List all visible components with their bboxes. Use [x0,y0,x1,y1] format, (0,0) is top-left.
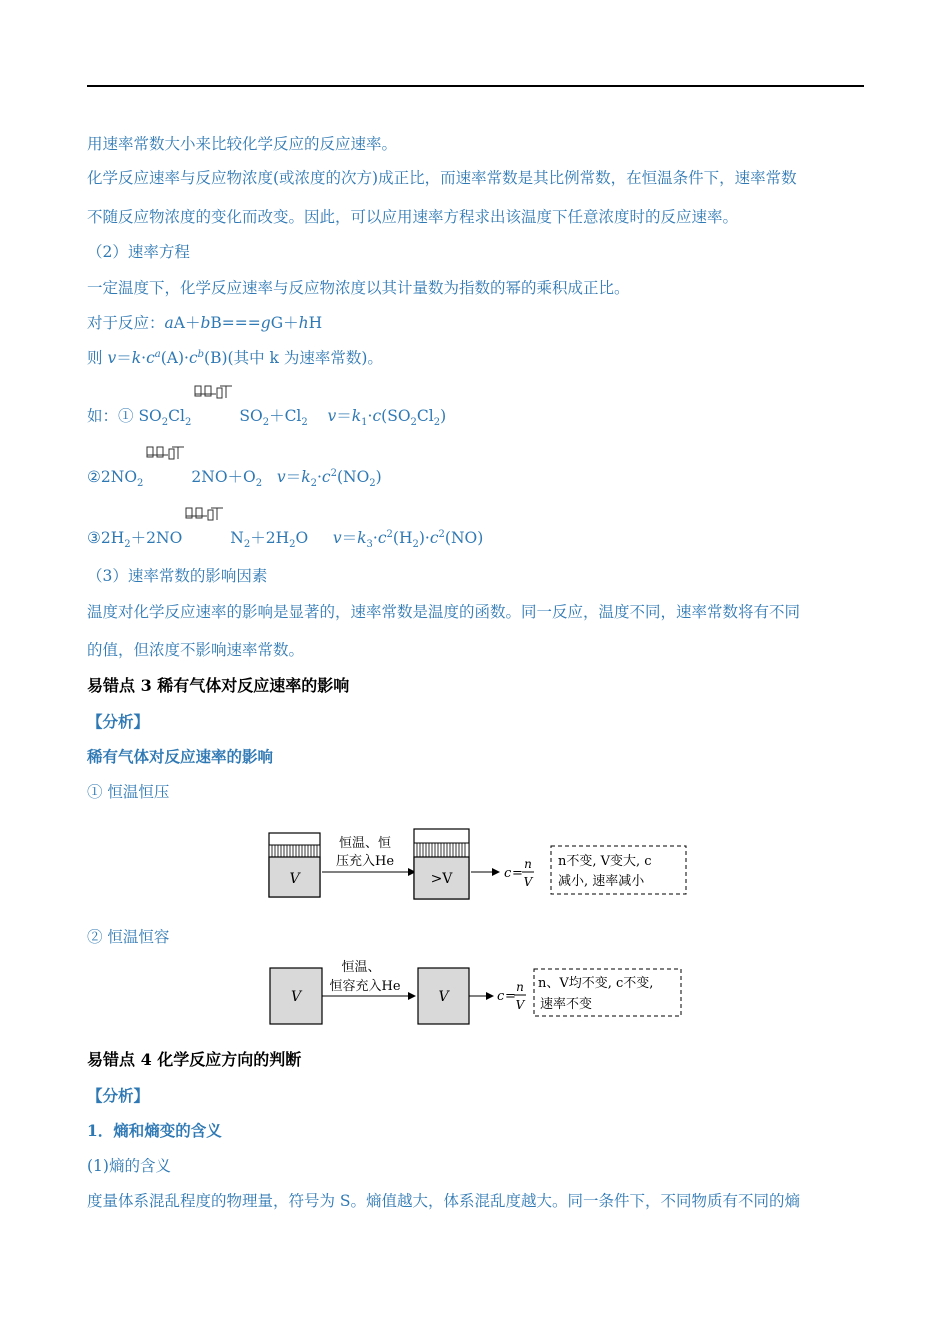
svg-text:V: V [523,875,533,889]
paragraph-temperature-2: 的值，但浓度不影响速率常数。 [87,641,305,659]
reaction-arrow-icon [182,532,230,546]
paragraph-temperature-1: 温度对化学反应速率的影响是显著的，速率常数是温度的函数。同一反应，温度不同，速率常数将有不同 [87,603,801,621]
result-2-line-1: n、V均不变, c不变, [538,976,654,991]
example-1: 如：① $SO_2Cl_2$ $SO_2+Cl_2$ $v=k_1\cdot c(SO_2Cl_2)$ [87,404,446,426]
analysis-label-1: 【分析】 [87,712,150,731]
section-4-subtitle: 1．熵和熵变的含义 [87,1121,222,1140]
concentration-formula-2 [497,980,526,1012]
paragraph-rate-constant-1: 化学反应速率与反应物浓度(或浓度的次方)成正比，而速率常数是其比例常数，在恒温条件下，速率常数 [87,169,797,187]
section-4-title: 易错点 4 化学反应方向的判断 [87,1050,302,1069]
analysis-label-2: 【分析】 [87,1086,150,1105]
container-4 [418,968,469,1024]
result-1-line-1: n不变, V变大, c [558,854,652,869]
svg-text:c: c [497,989,505,1004]
svg-text:n: n [524,857,532,871]
svg-text:=: = [505,989,516,1004]
general-reaction-prefix: 对于反应： [87,314,165,332]
container-2-label: >V [430,871,453,887]
paragraph-rate-compare: 用速率常数大小来比较化学反应的反应速率。 [87,135,398,153]
example-prefix: 如： [87,407,119,425]
container-3-label: V [290,989,302,1005]
heading-rate-constant-factors: （3）速率常数的影响因素 [87,567,268,585]
paragraph-rate-constant-2: 不随反应物浓度的变化而改变。因此，可以应用速率方程求出该温度下任意浓度时的反应速率。 [87,208,739,226]
svg-text:c: c [504,866,512,881]
arrow-2-line-1: 恒温、 [341,960,381,975]
svg-text:=: = [512,866,523,881]
result-arrow-1 [471,868,500,876]
paragraph-rate-equation-def: 一定温度下，化学反应速率与反应物浓度以其计量数为指数的幂的乘积成正比。 [87,279,630,297]
concentration-formula [504,857,534,889]
result-1-line-2: 减小, 速率减小 [558,874,645,889]
result-arrow-2 [469,992,494,1000]
example-2: $②2NO_2$ $2NO+O_2$ $v=k_2\cdot c^2(NO_2)$ [87,465,382,487]
case-constant-volume: ② 恒温恒容 [87,928,170,946]
result-2-line-2: 速率不变 [540,997,593,1012]
container-1 [269,833,320,897]
diagram-constant-pressure [266,825,691,903]
rate-law-prefix: 则 [87,349,108,367]
case-constant-pressure: ① 恒温恒压 [87,783,170,801]
header-rule [87,85,864,87]
reaction-arrow-icon [191,410,239,424]
section-3-title: 易错点 3 稀有气体对反应速率的影响 [87,676,350,695]
svg-text:V: V [515,998,525,1012]
reaction-arrow-icon [143,471,191,485]
container-4-label: V [438,989,449,1005]
diagram-constant-volume [266,955,691,1030]
container-2 [414,829,469,899]
container-1-label: V [289,871,300,887]
arrow-2-line-2: 恒容充入He [329,979,401,994]
section-3-subtitle: 稀有气体对反应速率的影响 [87,747,274,766]
container-3 [270,968,322,1024]
arrow-1-line-2: 压充入He [335,854,395,869]
rate-law-general: 则 $v=k\cdot c^a(A)\cdot c^b(B)$(其中 k 为速率常数)。 [87,348,383,367]
heading-rate-equation: （2）速率方程 [87,243,190,261]
process-arrow-1 [322,835,416,876]
rate-law-suffix: (其中 k 为速率常数)。 [227,349,383,367]
process-arrow-2 [322,959,416,1000]
entropy-definition: 度量体系混乱程度的物理量，符号为 S。熵值越大，体系混乱度越大。同一条件下，不同物质有不同的熵 [87,1192,801,1210]
entropy-meaning-heading: (1)熵的含义 [87,1157,171,1175]
example-3: $③2H_2+2NO$ $N_2+2H_2O$ $v=k_3\cdot c^2(H_2)\cdot c^2(NO)$ [87,526,483,548]
arrow-1-line-1: 恒温、恒 [338,836,392,851]
general-reaction: 对于反应：aA＋bB===gG＋hH [87,314,323,332]
svg-text:n: n [516,980,524,994]
